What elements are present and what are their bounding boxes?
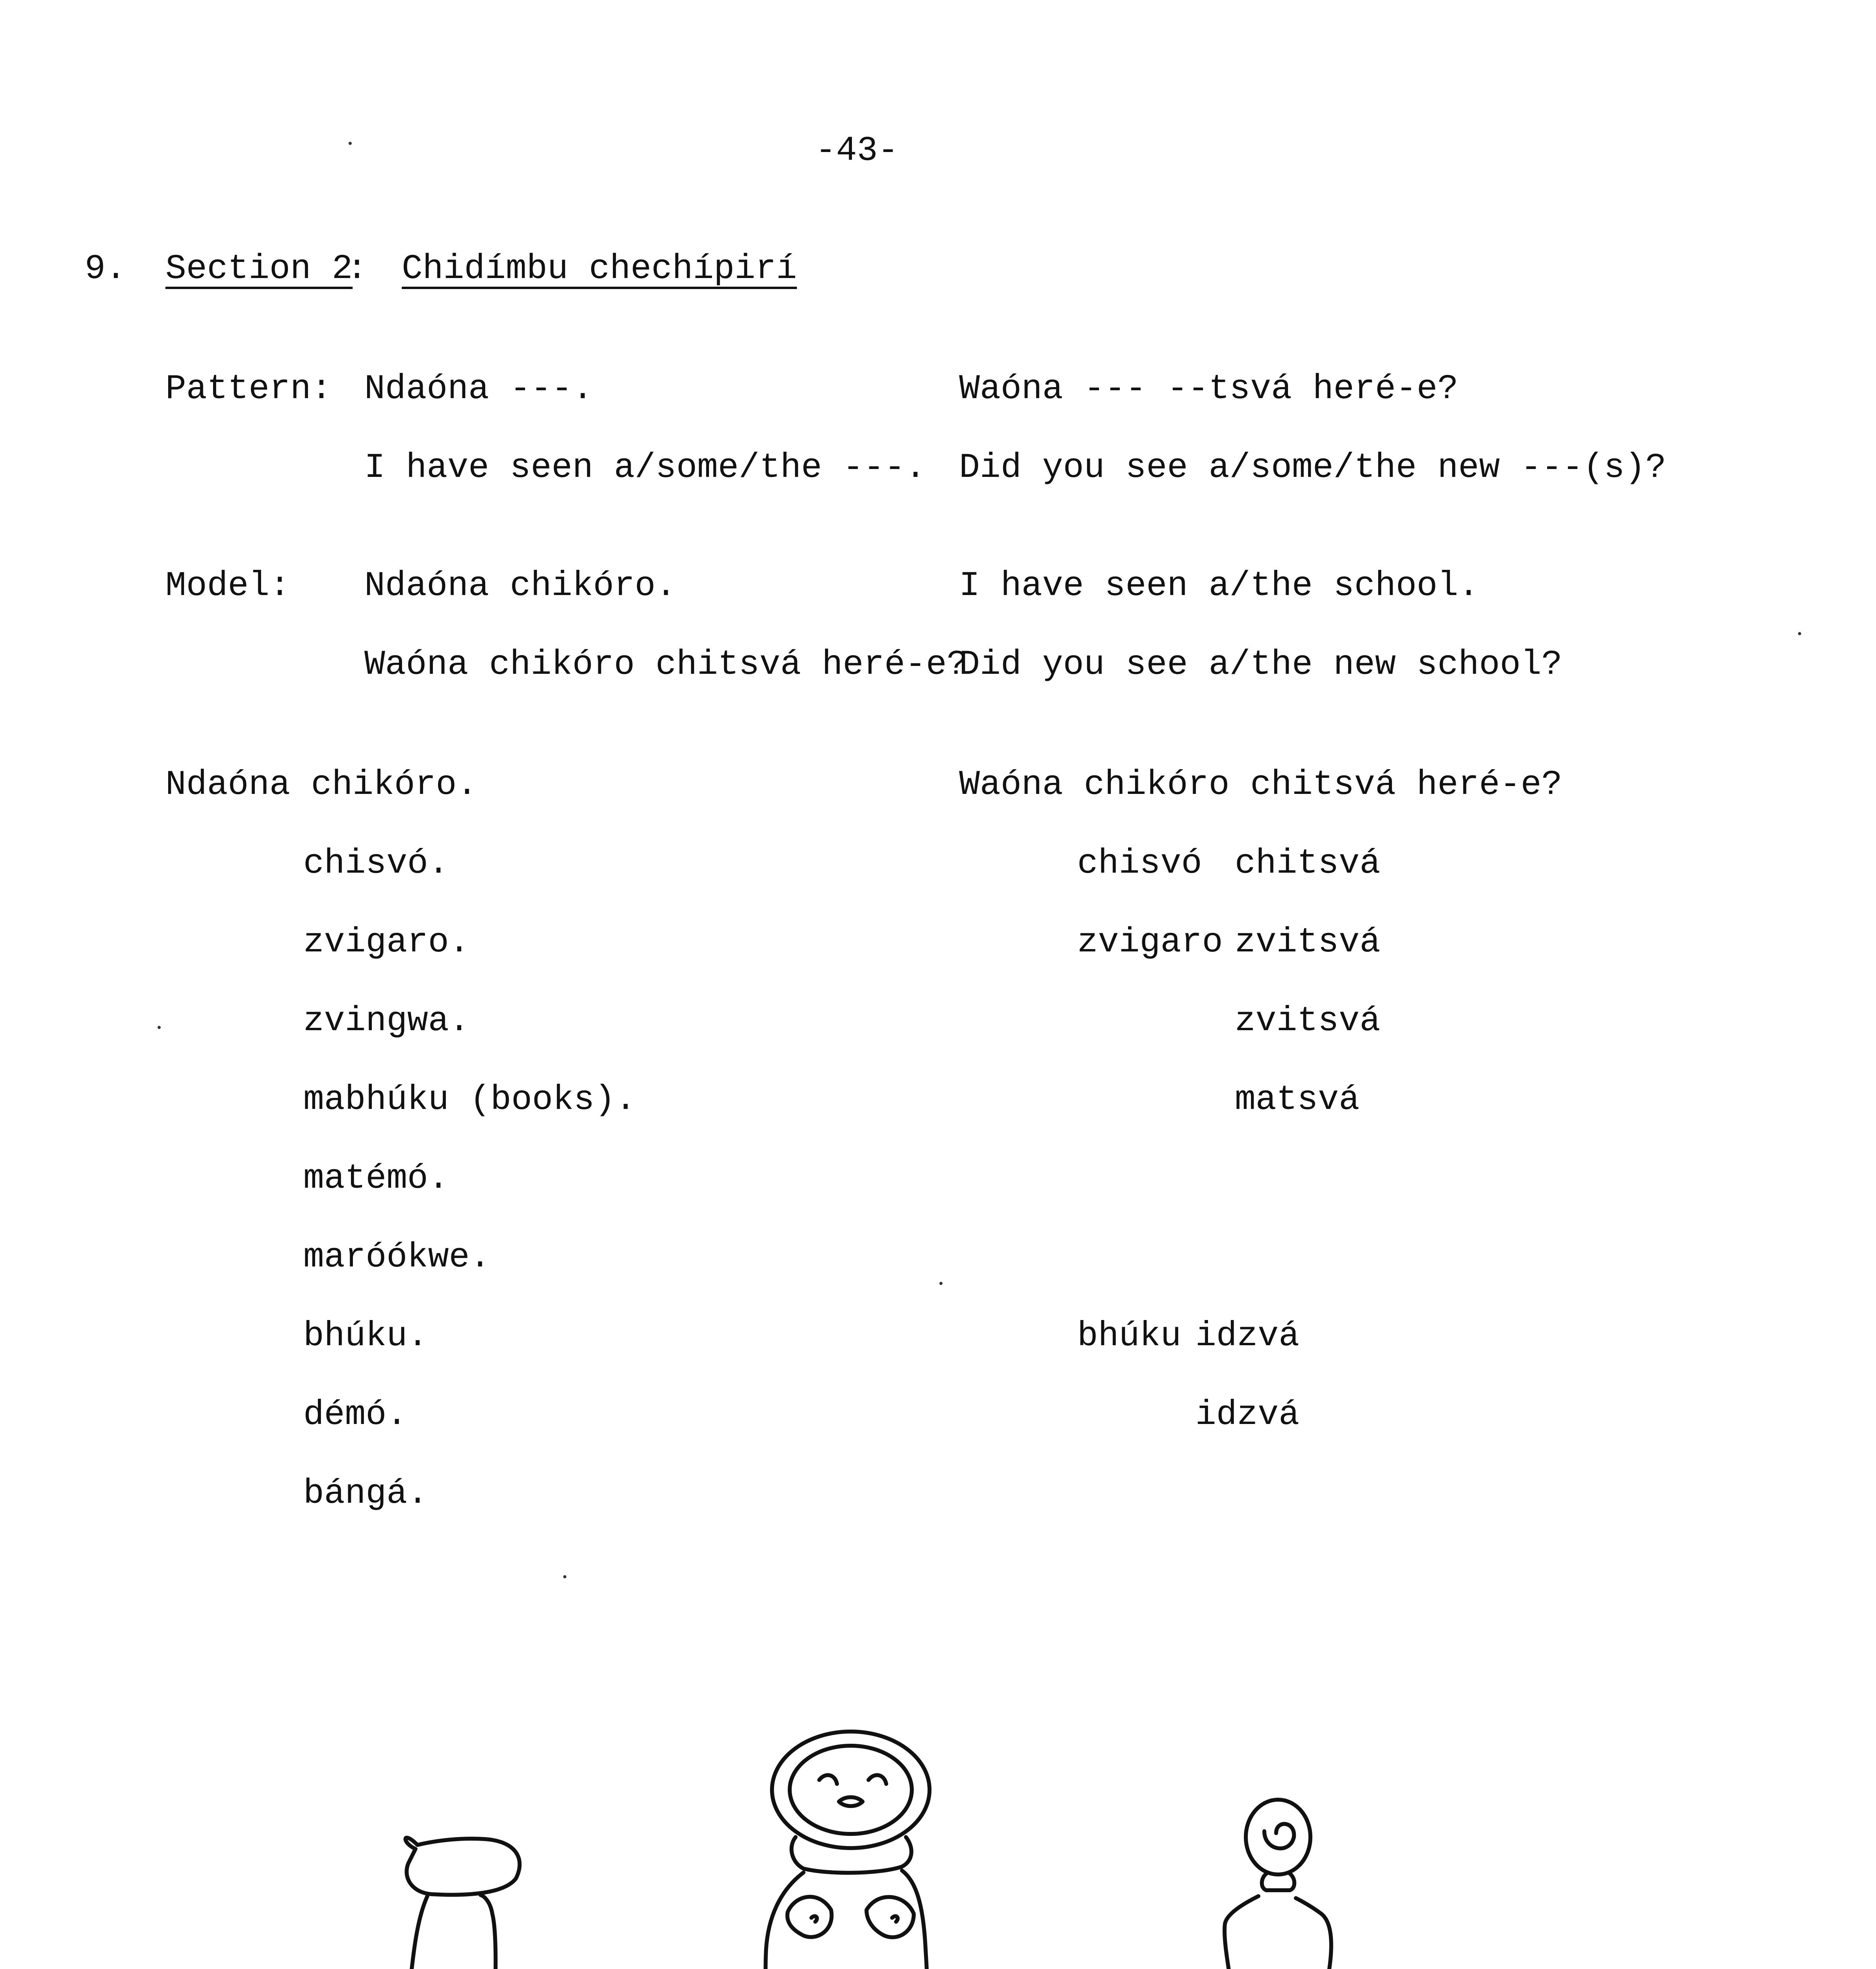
drill-right-head: Waóna chikóro chitsvá heré-e? [959,766,1562,805]
drill-left-item: bhúku. [303,1317,428,1356]
drill-left-item: chisvó. [303,844,449,883]
section-title: Chidímbu chechípirí [402,250,797,289]
figurine-body [396,1895,495,1969]
drill-right-adjective: idzvá [1195,1317,1300,1356]
pattern-label: Pattern: [165,370,332,409]
model-line2-right: Did you see a/the new school? [959,645,1562,684]
section-number: 9. [85,250,126,289]
drill-left-item: démó. [303,1396,408,1435]
drill-right-noun: bhúku [1077,1317,1182,1356]
model-line1-left: Ndaóna chikóro. [364,567,677,606]
section-colon: : [347,250,367,289]
figurine-spiral-icon [1264,1824,1294,1848]
drill-right-adjective: chitsvá [1235,844,1381,883]
drill-right-adjective: zvitsvá [1235,1002,1381,1041]
large-figurine-with-face [766,1732,930,1969]
pattern-left-line1: Ndaóna ---. [364,370,593,409]
drill-left-item: bángá. [303,1474,428,1513]
drill-right-adjective: matsvá [1235,1081,1360,1120]
drill-right-noun: zvigaro [1077,923,1223,962]
figurine-head-outer [772,1732,930,1848]
figurine-collar [792,1837,911,1873]
model-label: Model: [165,567,290,606]
pattern-right-line2: Did you see a/some/the new ---(s)? [959,449,1666,488]
drill-left-item: zvingwa. [303,1002,470,1041]
section-label: Section 2 [165,250,353,289]
drill-right-adjective: zvitsvá [1235,923,1381,962]
figurine-head-inner [790,1746,912,1834]
figurine-body [1225,1896,1331,1969]
figurine-eyes [819,1775,886,1784]
figurine-head-outer [1246,1800,1310,1874]
model-line1-right: I have seen a/the school. [959,567,1479,606]
pattern-right-line1: Waóna --- --tsvá heré-e? [959,370,1458,409]
drill-left-item: maróókwe. [303,1238,491,1277]
model-line2-left: Waóna chikóro chitsvá heré-e? [364,645,968,684]
slim-figurine-with-spiral-head [1217,1800,1342,1969]
drill-left-head: Ndaóna chikóro. [165,766,478,805]
small-headless-figurine [396,1837,520,1969]
page-number: -43- [815,132,899,171]
pattern-left-line2: I have seen a/some/the ---. [364,449,926,488]
drill-left-item: mabhúku (books). [303,1081,636,1120]
drill-right-noun: chisvó [1077,844,1202,883]
drill-right-adjective: idzvá [1195,1396,1300,1435]
figurine-mouth [839,1797,863,1806]
figurine-head [405,1837,520,1895]
drill-left-item: zvigaro. [303,923,470,962]
drill-left-item: matémó. [303,1159,449,1198]
figurine-nipples [811,1916,898,1922]
